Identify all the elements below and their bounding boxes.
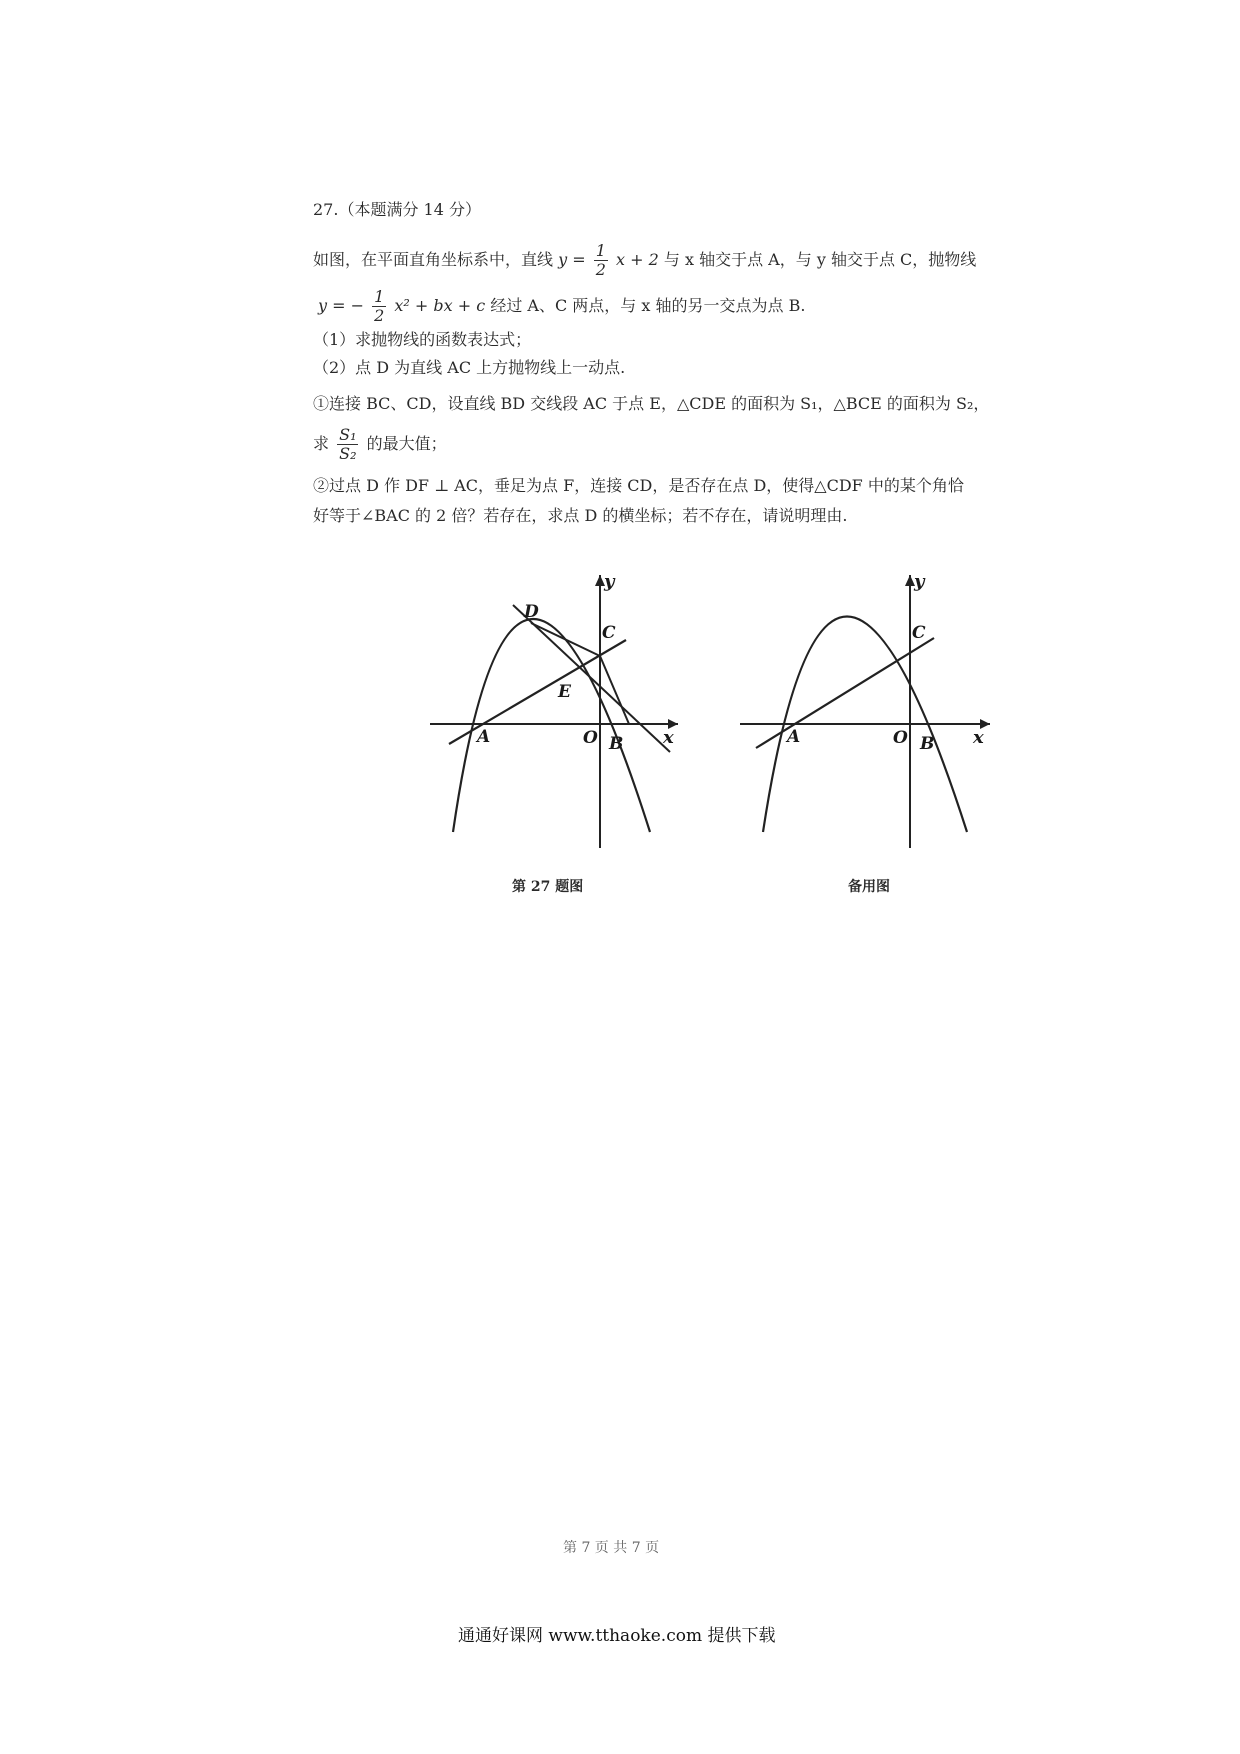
footer-source: 通通好课网 www.tthaoke.com 提供下载 xyxy=(458,1626,776,1646)
fig1-label-d: D xyxy=(524,602,539,622)
figure-2-caption: 备用图 xyxy=(848,879,890,895)
figure-2 xyxy=(740,571,990,848)
fig2-label-o: O xyxy=(893,728,908,748)
fig2-label-c: C xyxy=(912,623,926,643)
para-eq-den: 2 xyxy=(374,306,385,325)
para-eq-lhs: y = − xyxy=(318,296,365,315)
ask-suffix: 的最大值； xyxy=(366,434,447,453)
intro-text-b: 与 x 轴交于点 A，与 y 轴交于点 C，抛物线 xyxy=(663,250,977,269)
fig2-label-y: y xyxy=(914,571,925,592)
problem-header: 27.（本题满分 14 分） xyxy=(313,200,481,219)
fig1-label-y: y xyxy=(604,571,615,592)
fig2-label-x: x xyxy=(973,727,984,748)
para-eq-num: 1 xyxy=(374,287,385,306)
figure-1-caption: 第 27 题图 xyxy=(512,879,584,895)
fig1-label-b: B xyxy=(609,734,624,754)
page-number: 第 7 页 共 7 页 xyxy=(563,1540,660,1556)
ratio-den: S₂ xyxy=(339,444,357,463)
fig2-label-b: B xyxy=(920,734,935,754)
fig2-label-a: A xyxy=(787,727,801,747)
intro-text-c: 经过 A、C 两点，与 x 轴的另一交点为点 B. xyxy=(490,296,806,315)
para-eq-rest: x² + bx + c xyxy=(394,296,486,315)
intro-text-a: 如图，在平面直角坐标系中，直线 xyxy=(313,250,554,269)
question-1: （1）求抛物线的函数表达式； xyxy=(313,330,532,349)
fig1-label-c: C xyxy=(602,623,616,643)
line-eq-lhs: y = xyxy=(558,250,586,269)
question-2-part-2-line-2: 好等于∠BAC 的 2 倍？若存在，求点 D 的横坐标；若不存在，请说明理由. xyxy=(313,506,848,525)
line-eq-den: 2 xyxy=(595,260,606,279)
fig1-label-a: A xyxy=(477,727,491,747)
ratio-num: S₁ xyxy=(339,425,357,444)
fig1-label-o: O xyxy=(583,728,598,748)
ask-prefix: 求 xyxy=(313,434,330,453)
fig1-label-e: E xyxy=(558,682,571,702)
segment-dc xyxy=(531,623,600,656)
line-eq-num: 1 xyxy=(595,241,606,260)
line-eq-rest: x + 2 xyxy=(616,250,659,269)
figure-1 xyxy=(430,571,678,848)
question-2-part-1: ①连接 BC、CD，设直线 BD 交线段 AC 于点 E，△CDE 的面积为 S₁，△BCE 的面积为 S₂， xyxy=(313,394,990,413)
question-2: （2）点 D 为直线 AC 上方抛物线上一动点. xyxy=(313,358,626,377)
fig1-label-x: x xyxy=(663,727,674,748)
question-2-part-2-line-1: ②过点 D 作 DF ⊥ AC，垂足为点 F，连接 CD，是否存在点 D，使得△CDF 中的某个角恰 xyxy=(313,476,964,495)
